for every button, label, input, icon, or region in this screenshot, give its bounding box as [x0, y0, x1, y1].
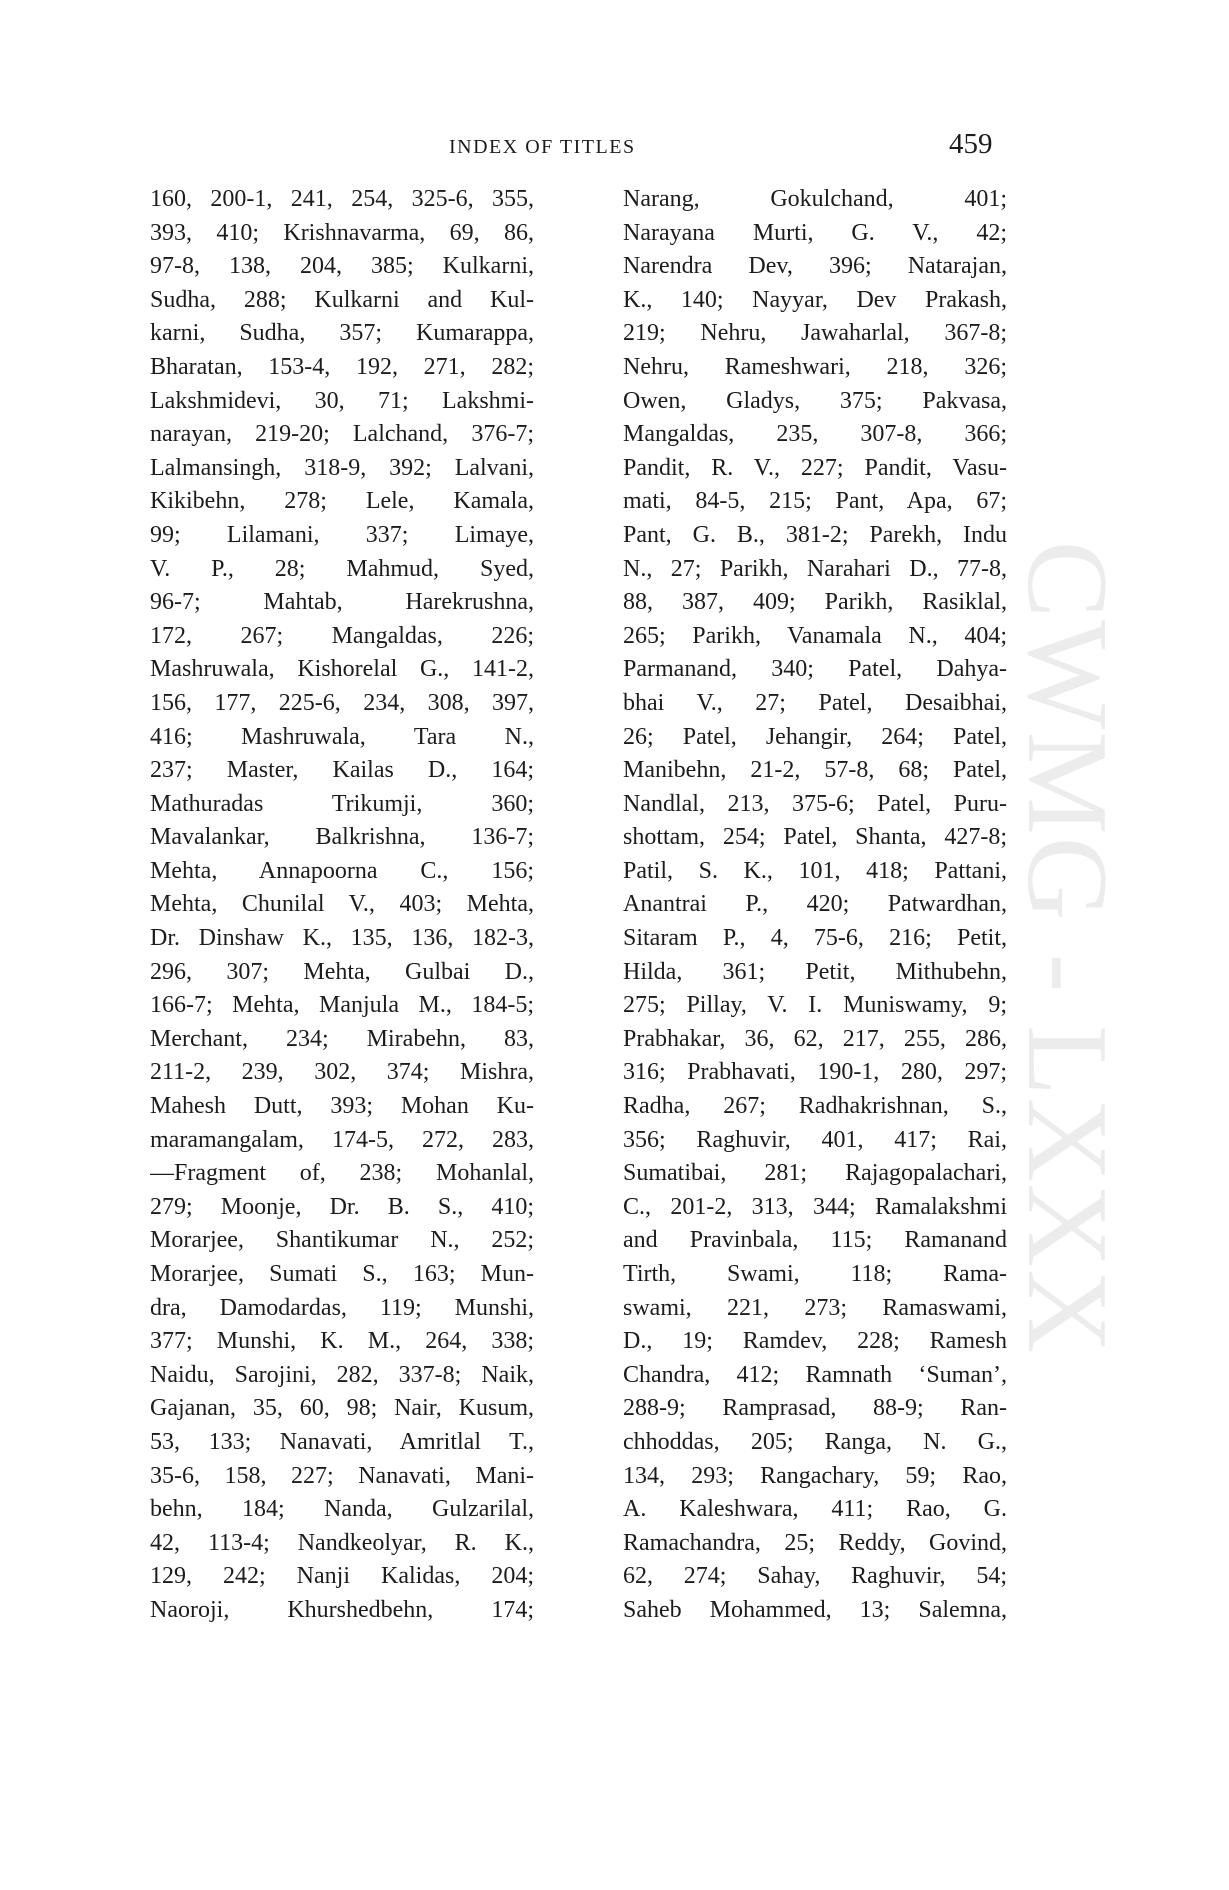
- index-line: 416; Mashruwala, Tara N.,: [150, 723, 534, 750]
- index-line: Lakshmidevi, 30, 71; Lakshmi-: [150, 387, 534, 414]
- index-line: 156, 177, 225-6, 234, 308, 397,: [150, 689, 534, 716]
- index-line: Lalmansingh, 318-9, 392; Lalvani,: [150, 454, 534, 481]
- index-line: 42, 113-4; Nandkeolyar, R. K.,: [150, 1529, 534, 1556]
- index-line: A. Kaleshwara, 411; Rao, G.: [623, 1496, 1007, 1523]
- index-line: 97-8, 138, 204, 385; Kulkarni,: [150, 253, 534, 280]
- index-line: C., 201-2, 313, 344; Ramalakshmi: [623, 1193, 1007, 1220]
- index-line: Narang, Gokulchand, 401;: [623, 186, 1007, 212]
- index-line: 296, 307; Mehta, Gulbai D.,: [150, 958, 534, 985]
- index-line: 279; Moonje, Dr. B. S., 410;: [150, 1193, 534, 1220]
- index-line: Naidu, Sarojini, 282, 337-8; Naik,: [150, 1361, 534, 1388]
- index-line: maramangalam, 174-5, 272, 283,: [150, 1126, 534, 1153]
- index-line: Merchant, 234; Mirabehn, 83,: [150, 1025, 534, 1052]
- index-line: Owen, Gladys, 375; Pakvasa,: [623, 387, 1007, 414]
- index-line: Ramachandra, 25; Reddy, Govind,: [623, 1529, 1007, 1556]
- index-line: dra, Damodardas, 119; Munshi,: [150, 1294, 534, 1321]
- index-line: Tirth, Swami, 118; Rama-: [623, 1261, 1007, 1287]
- index-line: 99; Lilamani, 337; Limaye,: [150, 521, 534, 548]
- index-line: Sudha, 288; Kulkarni and Kul-: [150, 286, 534, 313]
- watermark-text: CWMG - LXXX: [1003, 540, 1131, 1356]
- index-line: Sitaram P., 4, 75-6, 216; Petit,: [623, 925, 1007, 952]
- index-line: Chandra, 412; Ramnath ‘Suman’,: [623, 1361, 1007, 1388]
- index-line: Gajanan, 35, 60, 98; Nair, Kusum,: [150, 1395, 534, 1422]
- index-line: chhoddas, 205; Ranga, N. G.,: [623, 1428, 1007, 1455]
- index-line: mati, 84-5, 215; Pant, Apa, 67;: [623, 488, 1007, 515]
- index-line: V. P., 28; Mahmud, Syed,: [150, 555, 534, 582]
- index-line: —Fragment of, 238; Mohanlal,: [150, 1160, 534, 1187]
- index-line: Prabhakar, 36, 62, 217, 255, 286,: [623, 1025, 1007, 1052]
- index-line: K., 140; Nayyar, Dev Prakash,: [623, 286, 1007, 313]
- index-line: Nehru, Rameshwari, 218, 326;: [623, 353, 1007, 380]
- index-line: Pandit, R. V., 227; Pandit, Vasu-: [623, 454, 1007, 481]
- index-line: 134, 293; Rangachary, 59; Rao,: [623, 1462, 1007, 1489]
- index-line: Mathuradas Trikumji, 360;: [150, 790, 534, 817]
- index-line: Mahesh Dutt, 393; Mohan Ku-: [150, 1093, 534, 1120]
- index-line: 53, 133; Nanavati, Amritlal T.,: [150, 1428, 534, 1455]
- index-line: Morarjee, Shantikumar N., 252;: [150, 1227, 534, 1254]
- index-line: Mangaldas, 235, 307-8, 366;: [623, 421, 1007, 448]
- index-line: N., 27; Parikh, Narahari D., 77-8,: [623, 555, 1007, 582]
- watermark: [1003, 438, 1131, 1458]
- index-line: D., 19; Ramdev, 228; Ramesh: [623, 1328, 1007, 1355]
- index-line: Mehta, Annapoorna C., 156;: [150, 857, 534, 884]
- index-line: 160, 200-1, 241, 254, 325-6, 355,: [150, 186, 534, 212]
- index-line: Nandlal, 213, 375-6; Patel, Puru-: [623, 790, 1007, 817]
- index-line: behn, 184; Nanda, Gulzarilal,: [150, 1496, 534, 1523]
- index-line: Manibehn, 21-2, 57-8, 68; Patel,: [623, 757, 1007, 784]
- index-line: 316; Prabhavati, 190-1, 280, 297;: [623, 1059, 1007, 1086]
- index-line: shottam, 254; Patel, Shanta, 427-8;: [623, 824, 1007, 851]
- index-line: Parmanand, 340; Patel, Dahya-: [623, 656, 1007, 683]
- index-line: Hilda, 361; Petit, Mithubehn,: [623, 958, 1007, 985]
- index-line: Kikibehn, 278; Lele, Kamala,: [150, 488, 534, 515]
- index-line: 62, 274; Sahay, Raghuvir, 54;: [623, 1563, 1007, 1590]
- index-line: Patil, S. K., 101, 418; Pattani,: [623, 857, 1007, 884]
- index-column-left: [150, 183, 534, 1628]
- index-line: 288-9; Ramprasad, 88-9; Ran-: [623, 1395, 1007, 1422]
- index-line: 275; Pillay, V. I. Muniswamy, 9;: [623, 992, 1007, 1019]
- index-column-right: [623, 183, 1007, 1628]
- index-line: Mehta, Chunilal V., 403; Mehta,: [150, 891, 534, 918]
- index-line: 393, 410; Krishnavarma, 69, 86,: [150, 219, 534, 246]
- index-line: 26; Patel, Jehangir, 264; Patel,: [623, 723, 1007, 750]
- index-line: 211-2, 239, 302, 374; Mishra,: [150, 1059, 534, 1086]
- index-line: 166-7; Mehta, Manjula M., 184-5;: [150, 992, 534, 1019]
- index-line: Pant, G. B., 381-2; Parekh, Indu: [623, 521, 1007, 548]
- index-line: 172, 267; Mangaldas, 226;: [150, 622, 534, 649]
- index-line: 35-6, 158, 227; Nanavati, Mani-: [150, 1462, 534, 1489]
- index-line: karni, Sudha, 357; Kumarappa,: [150, 320, 534, 347]
- index-line: 237; Master, Kailas D., 164;: [150, 757, 534, 784]
- index-line: 129, 242; Nanji Kalidas, 204;: [150, 1563, 534, 1590]
- index-line: 265; Parikh, Vanamala N., 404;: [623, 622, 1007, 649]
- index-line: 96-7; Mahtab, Harekrushna,: [150, 589, 534, 616]
- index-line: bhai V., 27; Patel, Desaibhai,: [623, 689, 1007, 716]
- index-line: Sumatibai, 281; Rajagopalachari,: [623, 1160, 1007, 1187]
- index-line: Dr. Dinshaw K., 135, 136, 182-3,: [150, 925, 534, 952]
- index-line: Narendra Dev, 396; Natarajan,: [623, 253, 1007, 280]
- index-line: and Pravinbala, 115; Ramanand: [623, 1227, 1007, 1254]
- index-line: Mashruwala, Kishorelal G., 141-2,: [150, 656, 534, 683]
- page-number: 459: [949, 128, 993, 160]
- index-line: Mavalankar, Balkrishna, 136-7;: [150, 824, 534, 851]
- index-line: Naoroji, Khurshedbehn, 174;: [150, 1596, 534, 1623]
- index-line: 219; Nehru, Jawaharlal, 367-8;: [623, 320, 1007, 347]
- index-line: 356; Raghuvir, 401, 417; Rai,: [623, 1126, 1007, 1153]
- index-line: swami, 221, 273; Ramaswami,: [623, 1294, 1007, 1321]
- index-line: Anantrai P., 420; Patwardhan,: [623, 891, 1007, 918]
- index-line: Radha, 267; Radhakrishnan, S.,: [623, 1093, 1007, 1120]
- index-line: 377; Munshi, K. M., 264, 338;: [150, 1328, 534, 1355]
- running-header-title: INDEX OF TITLES: [449, 136, 636, 158]
- index-line: 88, 387, 409; Parikh, Rasiklal,: [623, 589, 1007, 616]
- index-line: Narayana Murti, G. V., 42;: [623, 219, 1007, 246]
- index-line: narayan, 219-20; Lalchand, 376-7;: [150, 421, 534, 448]
- index-line: Saheb Mohammed, 13; Salemna,: [623, 1596, 1007, 1623]
- index-line: Bharatan, 153-4, 192, 271, 282;: [150, 353, 534, 380]
- index-line: Morarjee, Sumati S., 163; Mun-: [150, 1261, 534, 1287]
